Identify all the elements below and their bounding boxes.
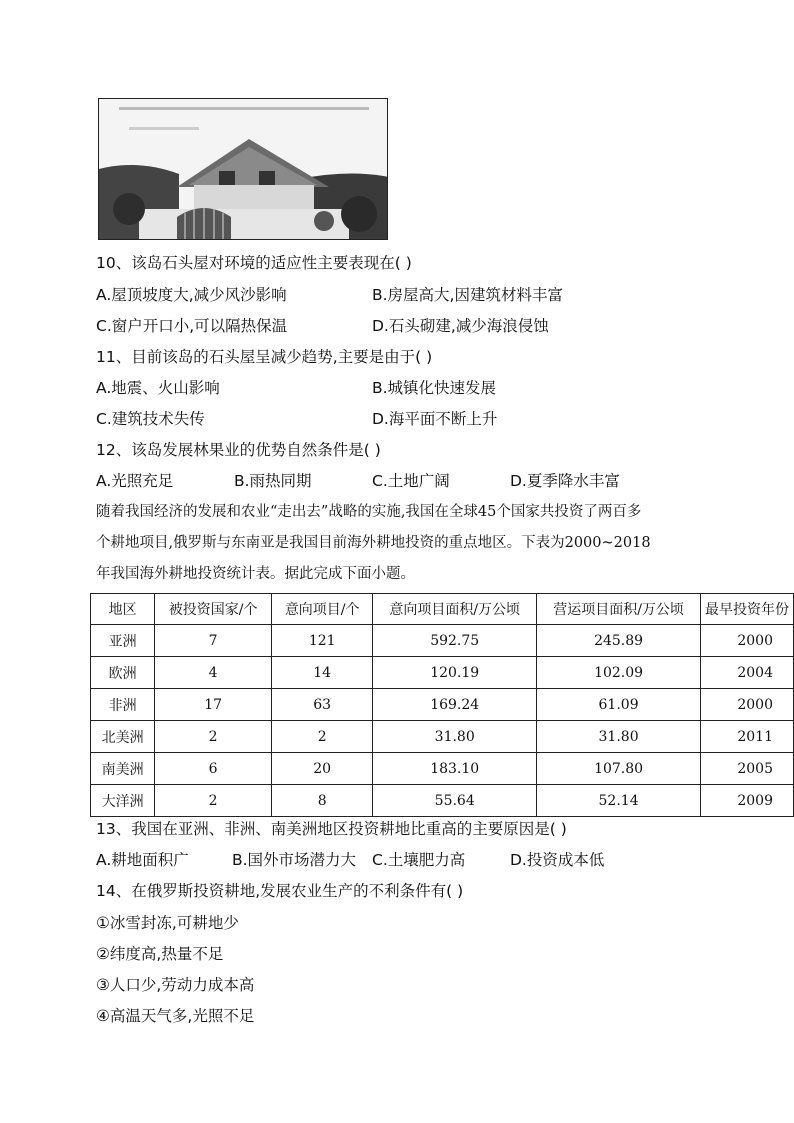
question-11-stem: 11、目前该岛的石头屋呈减少趋势,主要是由于( ) (96, 348, 433, 366)
cell-countries: 6 (155, 753, 272, 785)
cell-operating-area: 245.89 (537, 625, 701, 657)
q14-item-3: ③人口少,劳动力成本高 (96, 976, 255, 994)
q11-option-a[interactable]: A.地震、火山影响 (96, 379, 220, 397)
investment-stats-table (90, 593, 794, 817)
cell-region: 南美洲 (91, 753, 155, 785)
table-row (91, 753, 794, 785)
q10-option-a[interactable]: A.屋顶坡度大,减少风沙影响 (96, 286, 287, 304)
cell-countries: 2 (155, 785, 272, 817)
cell-intended-area: 169.24 (373, 689, 537, 721)
cell-operating-area: 52.14 (537, 785, 701, 817)
q12-option-a[interactable]: A.光照充足 (96, 472, 174, 490)
cell-countries: 7 (155, 625, 272, 657)
question-14-stem: 14、在俄罗斯投资耕地,发展农业生产的不利条件有( ) (96, 882, 464, 900)
q12-option-d[interactable]: D.夏季降水丰富 (510, 472, 620, 490)
q14-item-2: ②纬度高,热量不足 (96, 945, 224, 963)
q10-option-b[interactable]: B.房屋高大,因建筑材料丰富 (372, 286, 563, 304)
cell-earliest-year: 2000 (701, 625, 794, 657)
q10-option-d[interactable]: D.石头砌建,减少海浪侵蚀 (372, 317, 549, 335)
cell-region: 亚洲 (91, 625, 155, 657)
cell-intended-area: 183.10 (373, 753, 537, 785)
cell-countries: 2 (155, 721, 272, 753)
cell-intended-projects: 8 (272, 785, 373, 817)
q13-option-b[interactable]: B.国外市场潜力大 (232, 851, 357, 869)
q13-option-a[interactable]: A.耕地面积广 (96, 851, 189, 869)
cell-intended-projects: 2 (272, 721, 373, 753)
cell-earliest-year: 2004 (701, 657, 794, 689)
table-row (91, 625, 794, 657)
cell-intended-area: 120.19 (373, 657, 537, 689)
question-13-stem: 13、我国在亚洲、非洲、南美洲地区投资耕地比重高的主要原因是( ) (96, 820, 567, 838)
table-row (91, 785, 794, 817)
table-header-row (91, 594, 794, 625)
q14-item-1: ①冰雪封冻,可耕地少 (96, 914, 239, 932)
stone-house-photo (98, 98, 388, 240)
cell-intended-projects: 121 (272, 625, 373, 657)
col-header-intended-area: 意向项目面积/万公顷 (373, 594, 537, 625)
cell-intended-projects: 63 (272, 689, 373, 721)
cell-earliest-year: 2000 (701, 689, 794, 721)
cell-region: 非洲 (91, 689, 155, 721)
cell-operating-area: 61.09 (537, 689, 701, 721)
cell-region: 北美洲 (91, 721, 155, 753)
question-12-stem: 12、该岛发展林果业的优势自然条件是( ) (96, 441, 381, 459)
q11-option-b[interactable]: B.城镇化快速发展 (372, 379, 497, 397)
cell-intended-area: 592.75 (373, 625, 537, 657)
col-header-earliest-year: 最早投资年份 (701, 594, 794, 625)
cell-operating-area: 107.80 (537, 753, 701, 785)
cell-intended-projects: 20 (272, 753, 373, 785)
cell-countries: 4 (155, 657, 272, 689)
q12-option-c[interactable]: C.土地广阔 (372, 472, 450, 490)
q11-option-d[interactable]: D.海平面不断上升 (372, 410, 498, 428)
q14-item-4: ④高温天气多,光照不足 (96, 1007, 255, 1025)
cell-earliest-year: 2011 (701, 721, 794, 753)
passage-line-2: 个耕地项目,俄罗斯与东南亚是我国目前海外耕地投资的重点地区。下表为2000~2018 (96, 535, 651, 551)
question-10-stem: 10、该岛石头屋对环境的适应性主要表现在( ) (96, 254, 412, 272)
cell-operating-area: 31.80 (537, 721, 701, 753)
q10-option-c[interactable]: C.窗户开口小,可以隔热保温 (96, 317, 288, 335)
col-header-countries: 被投资国家/个 (155, 594, 272, 625)
col-header-operating-area: 营运项目面积/万公顷 (537, 594, 701, 625)
cell-intended-projects: 14 (272, 657, 373, 689)
cell-operating-area: 102.09 (537, 657, 701, 689)
table-row (91, 689, 794, 721)
cell-region: 欧洲 (91, 657, 155, 689)
q12-option-b[interactable]: B.雨热同期 (234, 472, 312, 490)
passage-line-3: 年我国海外耕地投资统计表。据此完成下面小题。 (96, 566, 415, 582)
col-header-region: 地区 (91, 594, 155, 625)
cell-countries: 17 (155, 689, 272, 721)
table-row (91, 721, 794, 753)
cell-intended-area: 31.80 (373, 721, 537, 753)
cell-intended-area: 55.64 (373, 785, 537, 817)
col-header-intended-projects: 意向项目/个 (272, 594, 373, 625)
passage-line-1: 随着我国经济的发展和农业“走出去”战略的实施,我国在全球45个国家共投资了两百多 (96, 504, 642, 520)
q11-option-c[interactable]: C.建筑技术失传 (96, 410, 205, 428)
cell-earliest-year: 2005 (701, 753, 794, 785)
table-row (91, 657, 794, 689)
q13-option-c[interactable]: C.土壤肥力高 (372, 851, 466, 869)
cell-region: 大洋洲 (91, 785, 155, 817)
cell-earliest-year: 2009 (701, 785, 794, 817)
q13-option-d[interactable]: D.投资成本低 (510, 851, 605, 869)
